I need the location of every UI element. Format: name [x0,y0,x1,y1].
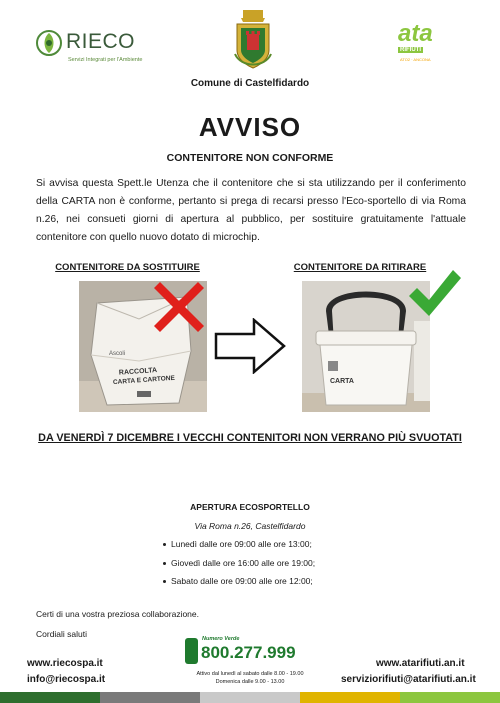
red-cross-icon [152,280,206,334]
new-photo-label: CARTA [330,378,354,385]
opening-hours-text: Sabato dalle ore 09:00 alle ore 12:00; [171,576,313,586]
opening-hours-text: Lunedì dalle ore 09:00 alle ore 13:00; [171,539,312,549]
ata-website-link[interactable]: www.atarifiuti.an.it [376,658,465,669]
caption-old-container: CONTENITORE DA SOSTITUIRE [55,262,200,273]
numero-verde-label: Numero Verde [202,636,240,642]
rieco-email-link[interactable]: info@riecospa.it [27,674,106,685]
phone-hours-sunday: Domenica dalle 9.00 - 13.00 [215,679,285,685]
old-photo-label-2: CARTA E CARTONE [112,374,176,387]
ata-sub2: ATO2 · ANCONA [400,57,431,62]
caption-new-container: CONTENITORE DA RITIRARE [293,262,427,273]
footer-color-bar [0,692,500,703]
ata-email-link[interactable]: serviziorifiuti@atarifiuti.an.it [341,674,476,685]
rieco-website-link[interactable]: www.riecospa.it [27,658,103,669]
opening-hours-item [163,576,313,586]
opening-hours-item [163,558,315,568]
bar-segment [100,692,200,703]
right-arrow-icon [214,318,286,374]
ata-word: ata [398,20,433,47]
bar-segment [400,692,500,703]
bullet-icon [163,580,166,583]
notice-paragraph: Si avvisa questa Spett.le Utenza che il contenitore che si sta utilizzando per il conferimento della CARTA non è conforme, pertanto si prega di recarsi presso l'Eco-sportello di via Roma n.26, nei consueti giorni di apertura al pubblico, per sostituire gratuitamente l'attuale contenitore con quello nuovo dotato di microchip. [36,178,466,243]
green-check-icon [407,266,463,322]
ata-sub: RIFIUTI [400,47,421,53]
closing-greeting: Cordiali saluti [36,629,88,639]
old-photo-label-1: RACCOLTA [118,367,158,377]
opening-hours-item [163,539,312,549]
bullet-icon [163,543,166,546]
page-subtitle: CONTENITORE NON CONFORME [166,152,334,164]
ata-logo [396,20,456,66]
bullet-icon [163,562,166,565]
phone-hours-weekdays: Attivo dal lunedì al sabato dalle 8.00 - 19.00 [196,671,304,677]
ecosportello-heading: APERTURA ECOSPORTELLO [190,502,310,512]
opening-hours-text: Giovedì dalle ore 16:00 alle ore 19:00; [171,558,316,568]
ecosportello-address: Via Roma n.26, Castelfidardo [194,521,306,531]
phone-number[interactable]: 800.277.999 [201,643,296,662]
closing-line: Certi di una vostra preziosa collaborazione. [36,609,200,619]
rieco-tagline: Servizi Integrati per l'Ambiente [68,57,143,63]
deadline-notice: DA VENERDÌ 7 DICEMBRE I VECCHI CONTENITORI NON VERRANO PIÙ SVUOTATI [38,432,462,444]
bar-segment [200,692,300,703]
phone-icon [185,638,198,664]
castelfidardo-crest-icon [233,10,273,72]
rieco-name: RIECO [66,30,136,53]
bar-segment [300,692,400,703]
svg-text:Ascoli: Ascoli [109,351,126,357]
bar-segment [0,692,100,703]
rieco-leaf-icon [36,28,62,58]
rieco-logo [36,26,161,66]
comune-name: Comune di Castelfidardo [190,78,310,89]
numero-verde [185,636,315,666]
page-title: AVVISO [198,112,302,142]
